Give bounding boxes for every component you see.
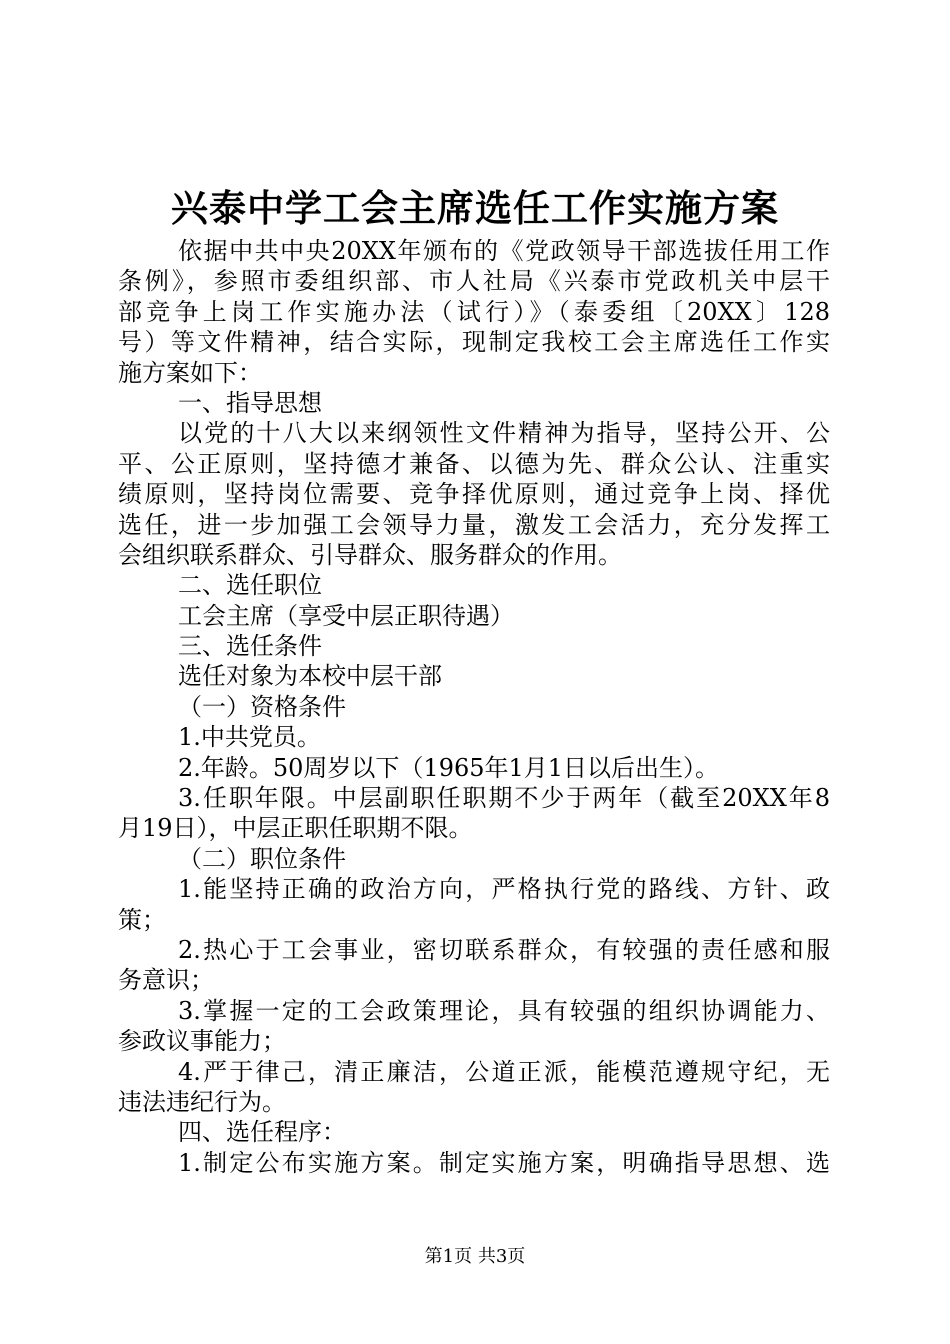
paragraph-line: 选任，进一步加强工会领导力量，激发工会活力，充分发挥工 [118,510,830,539]
section-heading: 三、选任条件 [178,632,322,661]
list-item: 1.中共党员。 [178,723,321,752]
list-item: 2.年龄。50周岁以下（1965年1月1日以后出生）。 [178,753,720,782]
paragraph-line: 以党的十八大以来纲领性文件精神为指导，坚持公开、公 [178,419,830,448]
list-item: 1.制定公布实施方案。制定实施方案，明确指导思想、选 [178,1148,830,1177]
list-item-continuation: 务意识； [118,966,214,995]
document-body [118,236,830,1178]
list-item: 3.任职年限。中层副职任职期不少于两年（截至20XX年8 [178,784,830,813]
subsection-heading: （一）资格条件 [178,692,346,721]
list-item: 4.严于律己，清正廉洁，公道正派，能模范遵规守纪，无 [178,1057,830,1086]
section-heading: 四、选任程序： [178,1118,346,1147]
list-item-continuation: 策； [118,905,166,934]
paragraph-line: 会组织联系群众、引导群众、服务群众的作用。 [118,540,622,569]
list-item-continuation: 参政议事能力； [118,1027,286,1056]
paragraph-line: 平、公正原则，坚持德才兼备、以德为先、群众公认、注重实 [118,449,830,478]
list-item: 1.能坚持正确的政治方向，严格执行党的路线、方针、政 [178,875,830,904]
subsection-heading: （二）职位条件 [178,844,346,873]
paragraph-line: 工会主席（享受中层正职待遇） [178,601,514,630]
paragraph-line: 条例》，参照市委组织部、市人社局《兴泰市党政机关中层干 [118,267,830,296]
paragraph-line: 施方案如下： [118,358,262,387]
paragraph-line: 绩原则，坚持岗位需要、竞争择优原则，通过竞争上岗、择优 [118,480,830,509]
section-heading: 二、选任职位 [178,571,322,600]
section-heading: 一、指导思想 [178,388,322,417]
list-item: 3.掌握一定的工会政策理论，具有较强的组织协调能力、 [178,996,830,1025]
document-title: 兴泰中学工会主席选任工作实施方案 [171,187,779,230]
paragraph-line: 依据中共中央20XX年颁布的《党政领导干部选拔任用工作 [178,237,830,265]
page-footer: 第1页 共3页 [424,1246,526,1267]
paragraph-line: 选任对象为本校中层干部 [178,662,442,691]
list-item-continuation: 月19日），中层正职任职期不限。 [118,814,473,843]
paragraph-line: 部竞争上岗工作实施办法（试行）》（泰委组〔20XX〕128 [118,297,830,326]
paragraph-line: 号）等文件精神，结合实际，现制定我校工会主席选任工作实 [118,328,830,357]
list-item-continuation: 违法违纪行为。 [118,1087,286,1116]
list-item: 2.热心于工会事业，密切联系群众，有较强的责任感和服 [178,935,830,964]
